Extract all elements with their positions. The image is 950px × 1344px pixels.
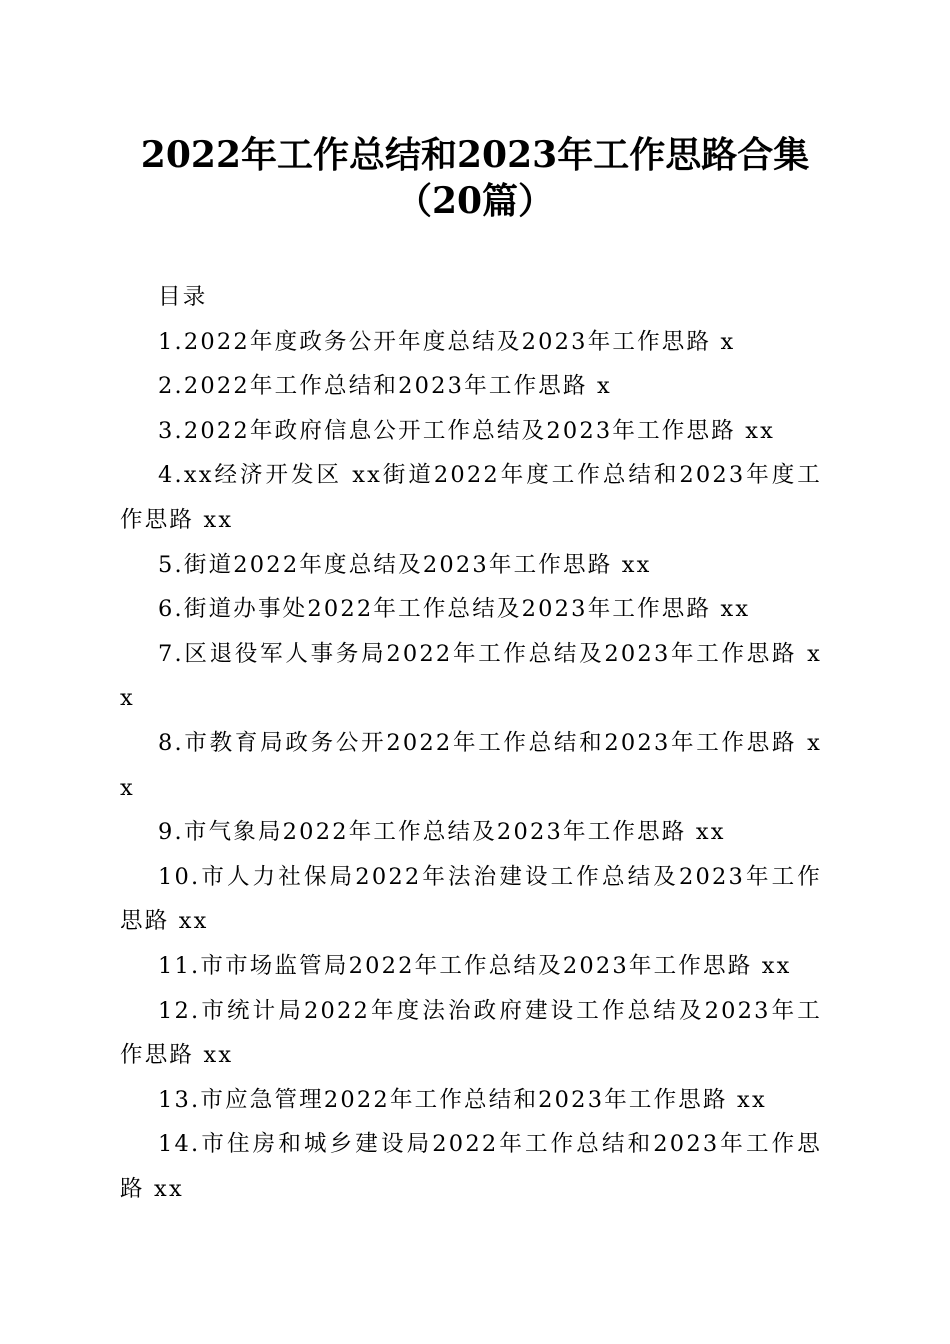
table-of-contents (120, 275, 822, 1211)
toc-item-12[interactable]: 12.市统计局2022年度法治政府建设工作总结及2023年工作思路 xx (120, 997, 822, 1069)
toc-item-3[interactable]: 3.2022年政府信息公开工作总结及2023年工作思路 xx (158, 417, 776, 444)
toc-item-7[interactable]: 7.区退役军人事务局2022年工作总结及2023年工作思路 xx (120, 640, 822, 712)
toc-item-9[interactable]: 9.市气象局2022年工作总结及2023年工作思路 xx (158, 819, 726, 846)
toc-item-11[interactable]: 11.市市场监管局2022年工作总结及2023年工作思路 xx (158, 952, 792, 979)
toc-item-8[interactable]: 8.市教育局政务公开2022年工作总结和2023年工作思路 xx (120, 729, 822, 801)
toc-item-5[interactable]: 5.街道2022年度总结及2023年工作思路 xx (158, 551, 652, 578)
toc-item-13[interactable]: 13.市应急管理2022年工作总结和2023年工作思路 xx (158, 1086, 767, 1113)
document-title: 2022年工作总结和2023年工作思路合集（20篇） (140, 134, 810, 222)
toc-item-10[interactable]: 10.市人力社保局2022年法治建设工作总结及2023年工作思路 xx (120, 863, 822, 935)
toc-item-14[interactable]: 14.市住房和城乡建设局2022年工作总结和2023年工作思路 xx (120, 1131, 822, 1202)
toc-item-1[interactable]: 1.2022年度政务公开年度总结及2023年工作思路 x (158, 328, 736, 355)
toc-item-4[interactable]: 4.xx经济开发区 xx街道2022年度工作总结和2023年度工作思路 xx (120, 462, 822, 533)
toc-item-6[interactable]: 6.街道办事处2022年工作总结及2023年工作思路 xx (158, 596, 751, 623)
toc-item-2[interactable]: 2.2022年工作总结和2023年工作思路 x (158, 373, 612, 400)
toc-heading: 目录 (158, 284, 208, 310)
